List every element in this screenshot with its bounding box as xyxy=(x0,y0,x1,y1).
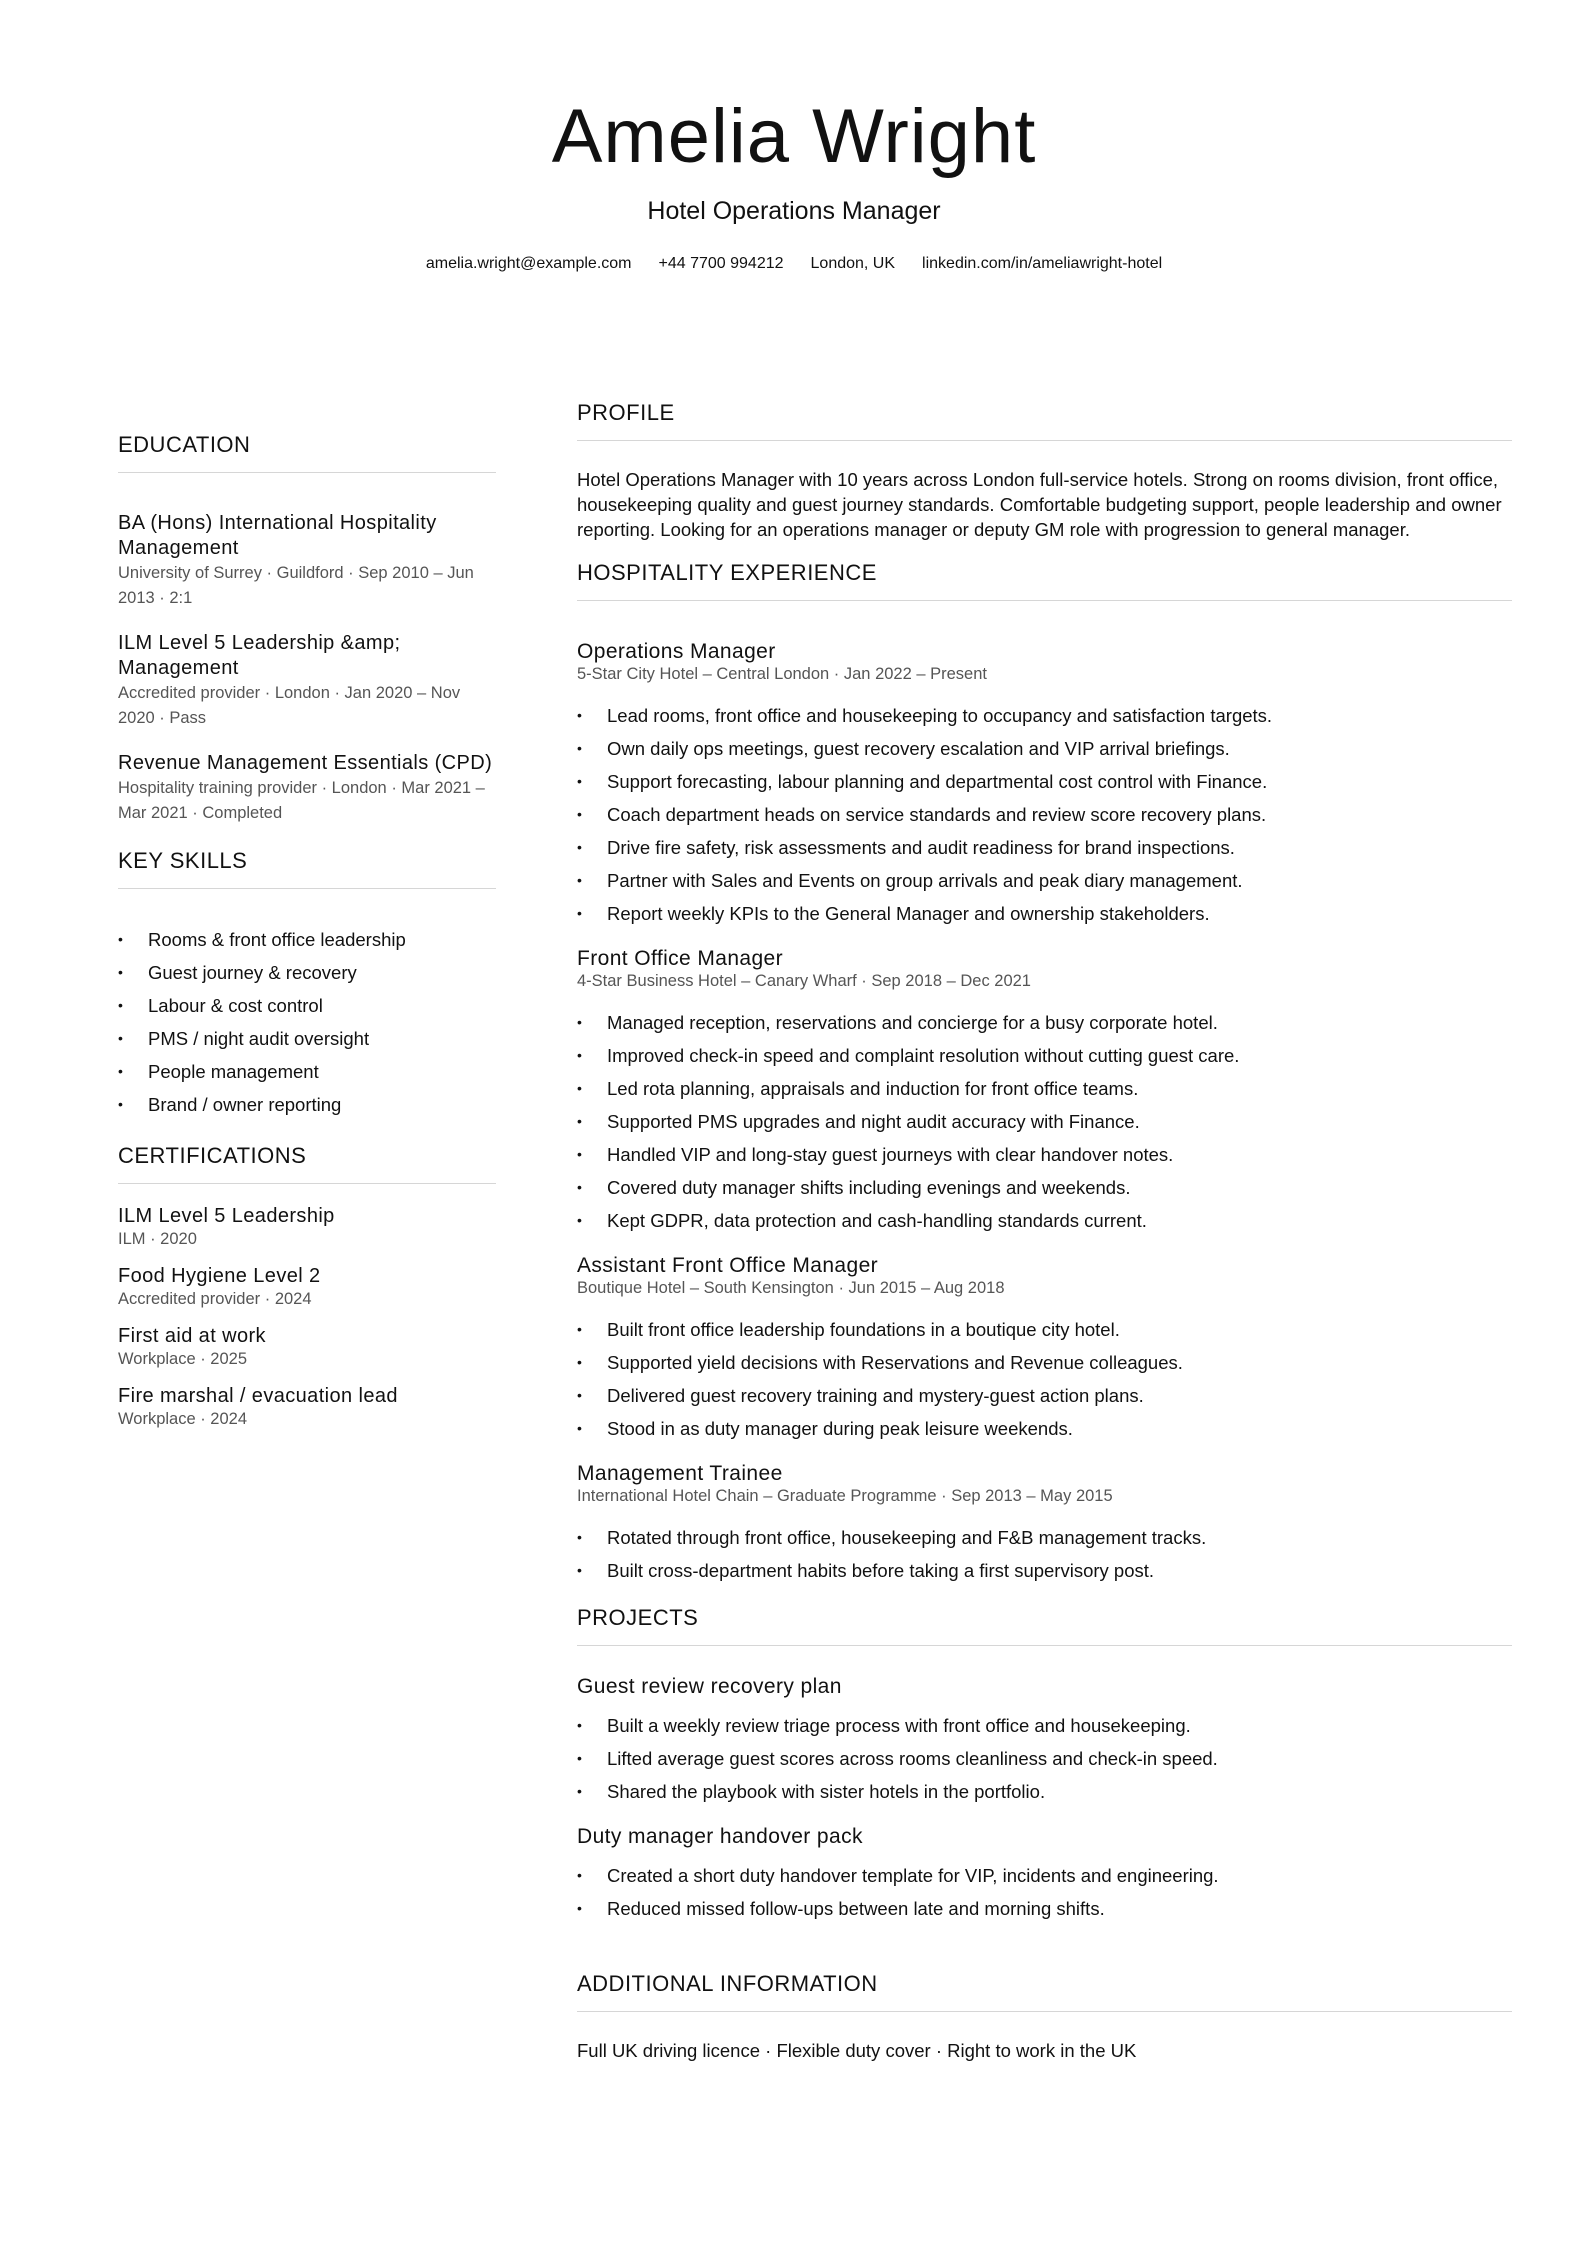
project-bullet: • Reduced missed follow-ups between late and morning shifts. xyxy=(577,1892,1512,1925)
education-meta: Accredited provider · London · Jan 2020 – Nov 2020 · Pass xyxy=(118,684,461,727)
job-meta: International Hotel Chain – Graduate Programme · Sep 2013 – May 2015 xyxy=(577,1487,1113,1505)
left-column xyxy=(118,430,496,1444)
job-bullets xyxy=(577,1521,1512,1587)
candidate-role: Hotel Operations Manager xyxy=(647,197,941,225)
job-bullet: • Led rota planning, appraisals and induction for front office teams. xyxy=(577,1072,1512,1105)
certification-title: Fire marshal / evacuation lead xyxy=(118,1385,398,1407)
certification-meta: Workplace · 2024 xyxy=(118,1410,248,1428)
additional-section xyxy=(577,1969,1512,2063)
additional-text: Full UK driving licence · Flexible duty cover · Right to work in the UK xyxy=(577,2040,1137,2061)
certification-title: Food Hygiene Level 2 xyxy=(118,1265,321,1287)
projects-section xyxy=(577,1603,1512,1925)
education-list xyxy=(118,511,496,826)
skill-item: • Labour & cost control xyxy=(118,989,496,1022)
job-bullets xyxy=(577,1313,1512,1445)
skill-item: • Rooms & front office leadership xyxy=(118,923,496,956)
job-bullet: • Supported yield decisions with Reservations and Revenue colleagues. xyxy=(577,1346,1512,1379)
skills-list xyxy=(118,923,496,1121)
contact-email: amelia.wright@example.com xyxy=(425,255,632,272)
project-title: Guest review recovery plan xyxy=(577,1675,842,1698)
education-item xyxy=(118,751,496,826)
project-entry xyxy=(577,1824,1512,1925)
certification-item xyxy=(118,1264,496,1310)
job-bullet: • Managed reception, reservations and concierge for a busy corporate hotel. xyxy=(577,1006,1512,1039)
certification-meta: ILM · 2020 xyxy=(118,1230,197,1248)
job-bullet: • Own daily ops meetings, guest recovery escalation and VIP arrival briefings. xyxy=(577,732,1512,765)
job-bullet: • Supported PMS upgrades and night audit accuracy with Finance. xyxy=(577,1105,1512,1138)
candidate-name: Amelia Wright xyxy=(551,94,1037,179)
job-meta: 4-Star Business Hotel – Canary Wharf · Sep 2018 – Dec 2021 xyxy=(577,972,1031,990)
job-bullet: • Delivered guest recovery training and mystery-guest action plans. xyxy=(577,1379,1512,1412)
job-bullet: • Handled VIP and long-stay guest journeys with clear handover notes. xyxy=(577,1138,1512,1171)
job-title: Operations Manager xyxy=(577,640,776,663)
project-bullet: • Shared the playbook with sister hotels in the portfolio. xyxy=(577,1775,1512,1808)
contact-line xyxy=(0,254,1588,274)
job-title: Assistant Front Office Manager xyxy=(577,1254,879,1277)
job-entry xyxy=(577,639,1512,930)
education-title: Revenue Management Essentials (CPD) xyxy=(118,752,493,774)
certification-meta: Workplace · 2025 xyxy=(118,1350,248,1368)
job-bullet: • Coach department heads on service standards and review score recovery plans. xyxy=(577,798,1512,831)
skill-item: • People management xyxy=(118,1055,496,1088)
project-bullets xyxy=(577,1709,1512,1808)
education-item xyxy=(118,511,496,611)
job-bullet: • Covered duty manager shifts including evenings and weekends. xyxy=(577,1171,1512,1204)
job-title: Management Trainee xyxy=(577,1462,783,1485)
skill-item: • Guest journey & recovery xyxy=(118,956,496,989)
contact-phone: +44 7700 994212 xyxy=(658,255,784,272)
skills-heading: KEY SKILLS xyxy=(118,846,496,889)
job-bullet: • Partner with Sales and Events on group arrivals and peak diary management. xyxy=(577,864,1512,897)
project-bullet: • Built a weekly review triage process with front office and housekeeping. xyxy=(577,1709,1512,1742)
contact-location: London, UK xyxy=(810,255,896,272)
job-title: Front Office Manager xyxy=(577,947,784,970)
job-bullet: • Built front office leadership foundations in a boutique city hotel. xyxy=(577,1313,1512,1346)
skill-item: • Brand / owner reporting xyxy=(118,1088,496,1121)
job-entry xyxy=(577,1461,1512,1587)
profile-section xyxy=(577,398,1512,542)
education-meta: University of Surrey · Guildford · Sep 2010 – Jun 2013 · 2:1 xyxy=(118,564,474,607)
job-meta: 5-Star City Hotel – Central London · Jan 2022 – Present xyxy=(577,665,987,683)
certification-item xyxy=(118,1384,496,1430)
certifications-list xyxy=(118,1204,496,1430)
education-title: ILM Level 5 Leadership &amp; Management xyxy=(118,632,401,679)
certification-item xyxy=(118,1324,496,1370)
certifications-heading: CERTIFICATIONS xyxy=(118,1141,496,1184)
additional-heading: ADDITIONAL INFORMATION xyxy=(577,1969,1512,2012)
profile-text: Hotel Operations Manager with 10 years across London full-service hotels. Strong on rooms division, front office, housekeeping quality and guest journey standards. Comfortable budgeting support, people leadership and owner reporting. Looking for an operations manager or deputy GM role with progression to general manager. xyxy=(577,469,1502,540)
job-bullet: • Report weekly KPIs to the General Manager and ownership stakeholders. xyxy=(577,897,1512,930)
project-bullet: • Lifted average guest scores across rooms cleanliness and check-in speed. xyxy=(577,1742,1512,1775)
job-bullet: • Kept GDPR, data protection and cash-handling standards current. xyxy=(577,1204,1512,1237)
job-bullet: • Rotated through front office, housekeeping and F&B management tracks. xyxy=(577,1521,1512,1554)
certification-item xyxy=(118,1204,496,1250)
experience-section xyxy=(577,558,1512,1587)
experience-list xyxy=(577,639,1512,1587)
projects-heading: PROJECTS xyxy=(577,1603,1512,1646)
project-entry xyxy=(577,1674,1512,1808)
profile-heading: PROFILE xyxy=(577,398,1512,441)
right-column xyxy=(577,398,1512,2063)
job-bullet: • Built cross-department habits before taking a first supervisory post. xyxy=(577,1554,1512,1587)
job-entry xyxy=(577,946,1512,1237)
job-bullets xyxy=(577,699,1512,930)
education-heading: EDUCATION xyxy=(118,430,496,473)
job-entry xyxy=(577,1253,1512,1445)
job-meta: Boutique Hotel – South Kensington · Jun 2015 – Aug 2018 xyxy=(577,1279,1005,1297)
experience-heading: HOSPITALITY EXPERIENCE xyxy=(577,558,1512,601)
job-bullet: • Lead rooms, front office and housekeeping to occupancy and satisfaction targets. xyxy=(577,699,1512,732)
education-meta: Hospitality training provider · London · Mar 2021 – Mar 2021 · Completed xyxy=(118,779,485,822)
job-bullet: • Stood in as duty manager during peak leisure weekends. xyxy=(577,1412,1512,1445)
certification-title: ILM Level 5 Leadership xyxy=(118,1205,335,1227)
skills-section xyxy=(118,846,496,1121)
skill-item: • PMS / night audit oversight xyxy=(118,1022,496,1055)
contact-linkedin: linkedin.com/in/ameliawright-hotel xyxy=(922,255,1163,272)
job-bullet: • Drive fire safety, risk assessments and audit readiness for brand inspections. xyxy=(577,831,1512,864)
job-bullets xyxy=(577,1006,1512,1237)
certifications-section xyxy=(118,1141,496,1430)
projects-list xyxy=(577,1674,1512,1925)
project-title: Duty manager handover pack xyxy=(577,1825,863,1848)
certification-meta: Accredited provider · 2024 xyxy=(118,1290,312,1308)
project-bullets xyxy=(577,1859,1512,1925)
job-bullet: • Support forecasting, labour planning and departmental cost control with Finance. xyxy=(577,765,1512,798)
education-item xyxy=(118,631,496,731)
project-bullet: • Created a short duty handover template for VIP, incidents and engineering. xyxy=(577,1859,1512,1892)
job-bullet: • Improved check-in speed and complaint resolution without cutting guest care. xyxy=(577,1039,1512,1072)
education-title: BA (Hons) International Hospitality Management xyxy=(118,512,437,559)
certification-title: First aid at work xyxy=(118,1325,266,1347)
education-section xyxy=(118,430,496,826)
